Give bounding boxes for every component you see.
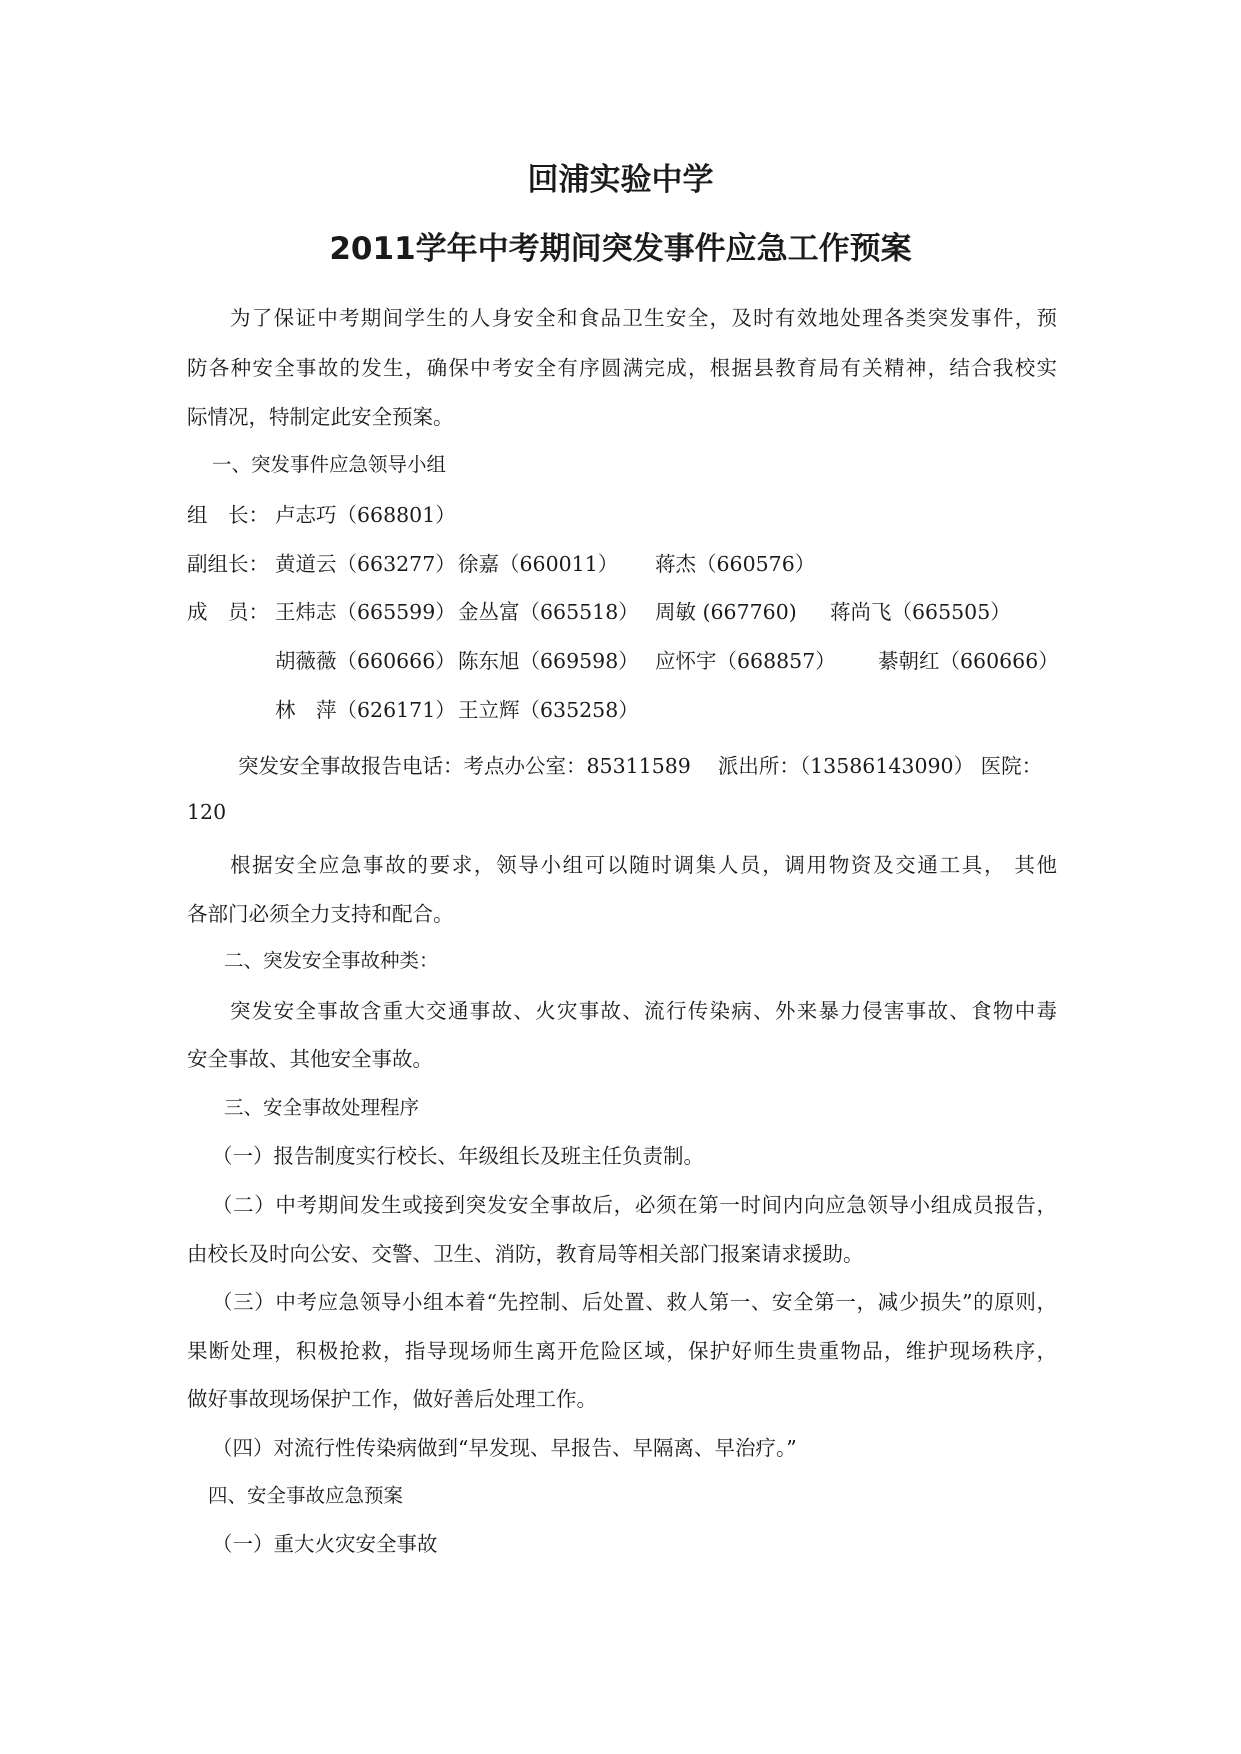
member-name: 王立辉（635258） [458, 698, 639, 722]
section-heading-3: 三、安全事故处理程序 [224, 1096, 420, 1119]
report-phones-cont: 120 [187, 800, 227, 824]
member-name: 周敏 (667760) [655, 600, 797, 624]
leader-name: 卢志巧（668801） [275, 503, 456, 527]
procedure-item-3-cont: 果断处理，积极抢救，指导现场师生离开危险区域，保护好师生贵重物品，维护现场秩序， [187, 1339, 1057, 1363]
member-name: 陈东旭（669598） [458, 649, 639, 673]
note-line: 各部门必须全力支持和配合。 [187, 902, 454, 926]
intro-line: 际情况，特制定此安全预案。 [187, 405, 454, 429]
procedure-item-4: （四）对流行性传染病做到“早发现、早报告、早隔离、早治疗。” [212, 1436, 797, 1460]
note-line: 根据安全应急事故的要求，领导小组可以随时调集人员，调用物资及交通工具， 其他 [230, 853, 1057, 877]
section-heading-2: 二、突发安全事故种类： [224, 949, 439, 972]
procedure-item-2-cont: 由校长及时向公安、交警、卫生、消防，教育局等相关部门报案请求援助。 [187, 1242, 864, 1266]
members-label: 成 员： [187, 600, 269, 624]
member-name: 胡薇薇（660666） [275, 649, 456, 673]
procedure-item-3: （三）中考应急领导小组本着“先控制、后处置、救人第一、安全第一，减少损失”的原则， [212, 1290, 1057, 1314]
document-subtitle: 2011学年中考期间突发事件应急工作预案 [329, 231, 912, 267]
section2-line: 安全事故、其他安全事故。 [187, 1047, 433, 1071]
deputy-name: 黄道云（663277） [275, 552, 456, 576]
deputy-label: 副组长： [187, 552, 269, 576]
procedure-item-3-cont: 做好事故现场保护工作，做好善后处理工作。 [187, 1387, 597, 1411]
member-name: 蒋尚飞（665505） [830, 600, 1011, 624]
procedure-item-2: （二）中考期间发生或接到突发安全事故后，必须在第一时间内向应急领导小组成员报告， [212, 1193, 1057, 1217]
section-heading-1: 一、突发事件应急领导小组 [212, 453, 447, 476]
leader-label: 组 长： [187, 503, 269, 527]
section-heading-4: 四、安全事故应急预案 [208, 1484, 404, 1507]
document-title: 回浦实验中学 [527, 162, 714, 198]
member-name: 应怀宇（668857） [655, 649, 836, 673]
member-name: 林 萍（626171） [275, 698, 456, 722]
intro-line: 防各种安全事故的发生，确保中考安全有序圆满完成，根据县教育局有关精神，结合我校实 [187, 356, 1057, 380]
plan-item-1: （一）重大火灾安全事故 [212, 1532, 438, 1556]
member-name: 王炜志（665599） [275, 600, 456, 624]
member-name: 金丛富（665518） [458, 600, 639, 624]
deputy-name: 徐嘉（660011） [458, 552, 619, 576]
deputy-name: 蒋杰（660576） [655, 552, 816, 576]
report-phones: 突发安全事故报告电话：考点办公室：85311589 派出所：（13586143090） 医院： [238, 754, 1043, 778]
section2-line: 突发安全事故含重大交通事故、火灾事故、流行传染病、外来暴力侵害事故、食物中毒 [230, 999, 1057, 1023]
procedure-item-1: （一）报告制度实行校长、年级组长及班主任负责制。 [212, 1144, 704, 1168]
intro-line: 为了保证中考期间学生的人身安全和食品卫生安全，及时有效地处理各类突发事件，预 [230, 306, 1057, 330]
member-name: 綦朝红（660666） [878, 649, 1059, 673]
